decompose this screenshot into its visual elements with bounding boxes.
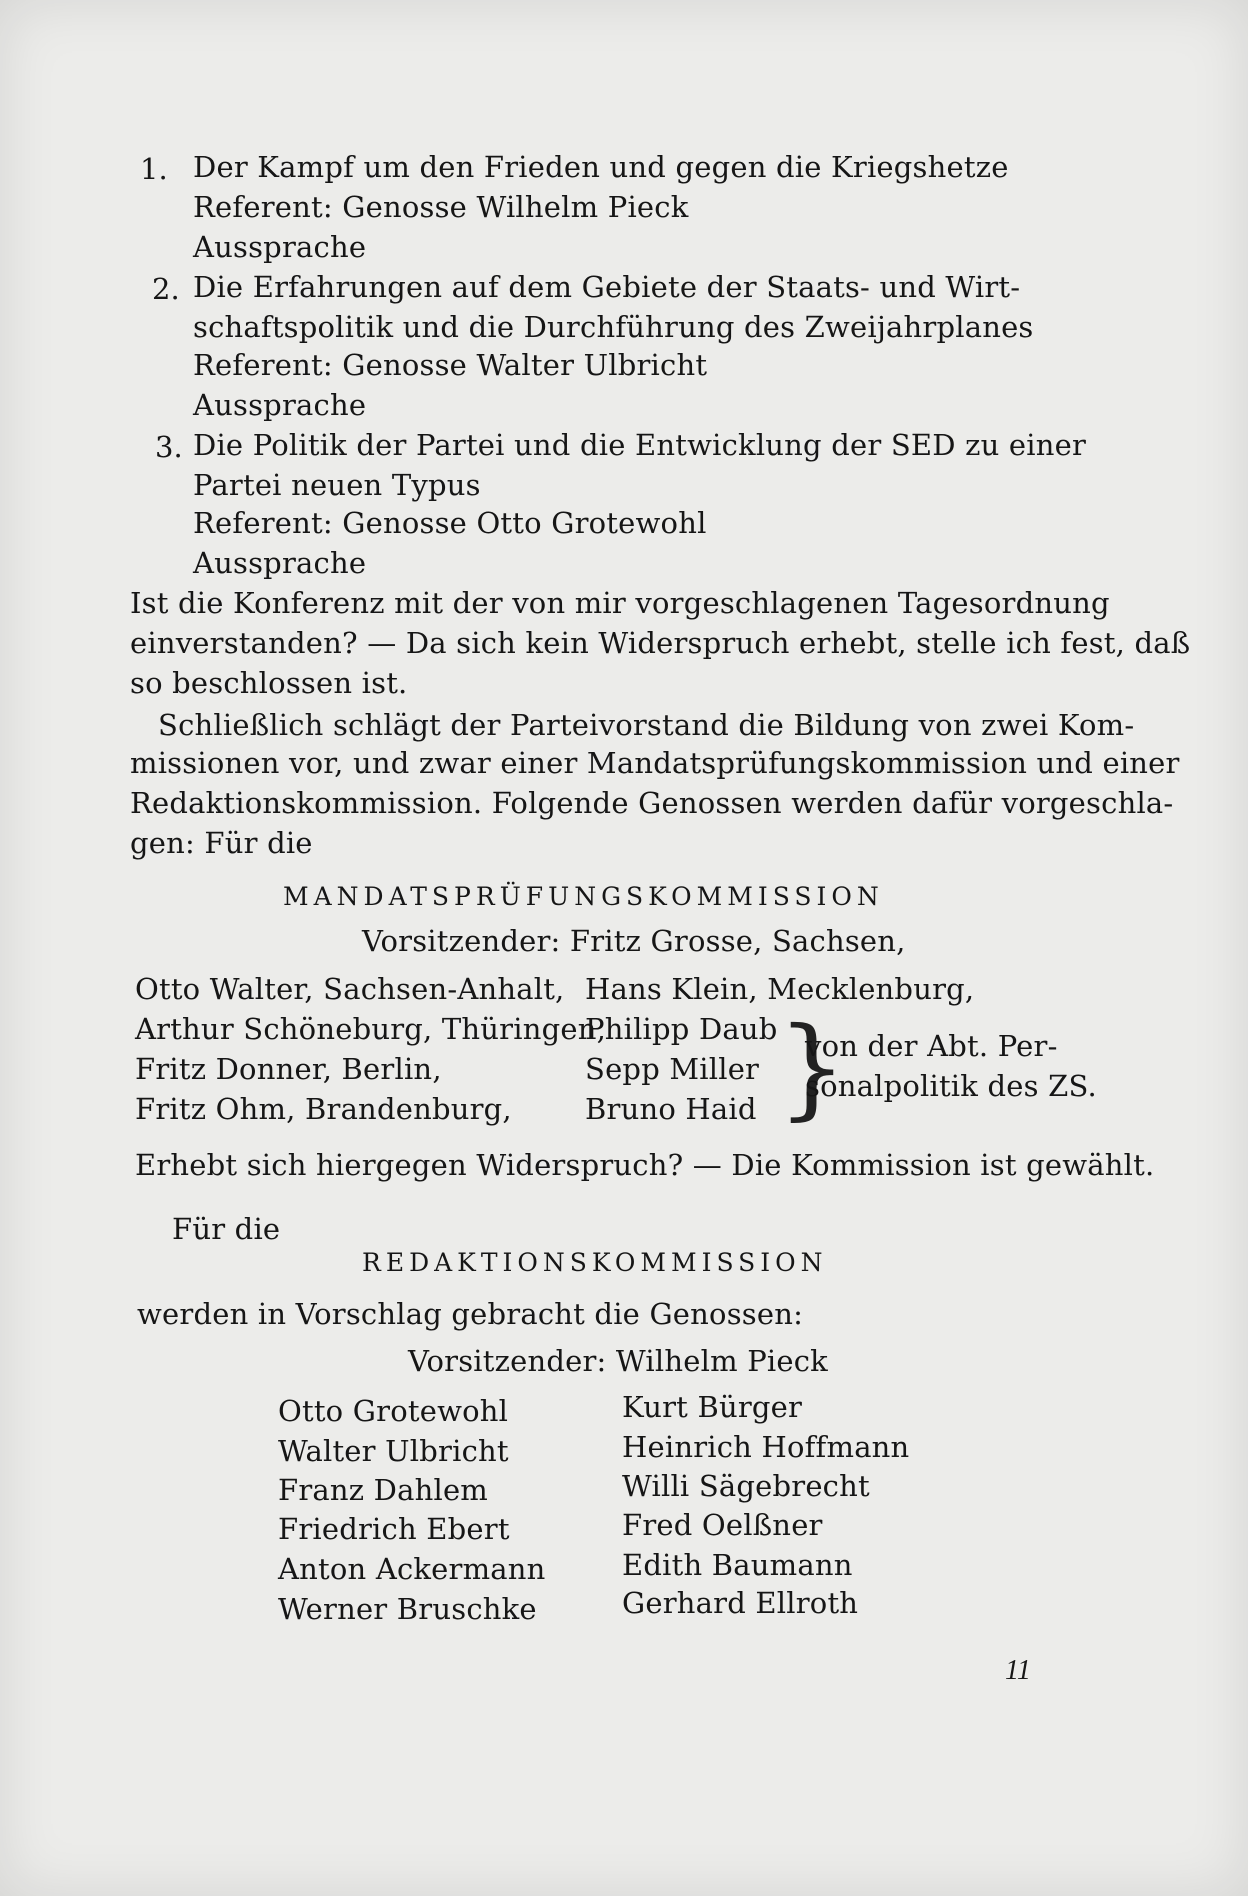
agenda-line: Referent: Genosse Wilhelm Pieck bbox=[193, 190, 689, 224]
brace-note: von der Abt. Per- bbox=[805, 1029, 1058, 1063]
brace-note: sonalpolitik des ZS. bbox=[805, 1069, 1097, 1103]
agenda-line: Referent: Genosse Walter Ulbricht bbox=[193, 348, 708, 382]
member-name: Walter Ulbricht bbox=[278, 1434, 509, 1468]
agenda-number: 2. bbox=[152, 272, 180, 306]
member-name: Edith Baumann bbox=[622, 1548, 853, 1582]
paragraph-line: Redaktionskommission. Folgende Genossen werden dafür vorgeschla- bbox=[130, 786, 1174, 820]
agenda-number: 3. bbox=[155, 430, 183, 464]
member-name: Kurt Bürger bbox=[622, 1390, 803, 1424]
member-name: Gerhard Ellroth bbox=[622, 1586, 859, 1620]
closing-line: Erhebt sich hiergegen Widerspruch? — Die Kommission ist gewählt. bbox=[135, 1148, 1155, 1182]
member-name: Hans Klein, Mecklenburg, bbox=[585, 972, 975, 1006]
paragraph-line: so beschlossen ist. bbox=[130, 666, 408, 700]
agenda-line: Partei neuen Typus bbox=[193, 468, 481, 502]
agenda-line: Die Politik der Partei und die Entwicklung der SED zu einer bbox=[193, 428, 1087, 462]
proposal-line: werden in Vorschlag gebracht die Genossen: bbox=[137, 1297, 804, 1331]
paragraph-line: missionen vor, und zwar einer Mandatsprüfungskommission und einer bbox=[130, 746, 1180, 780]
member-name: Otto Walter, Sachsen-Anhalt, bbox=[135, 972, 565, 1006]
agenda-line: Aussprache bbox=[193, 388, 367, 422]
member-name: Franz Dahlem bbox=[278, 1473, 489, 1507]
agenda-line: Der Kampf um den Frieden und gegen die Kriegshetze bbox=[193, 150, 1009, 184]
chair-line: Vorsitzender: Wilhelm Pieck bbox=[408, 1344, 828, 1378]
agenda-line: Referent: Genosse Otto Grotewohl bbox=[193, 506, 707, 540]
paragraph-line: Ist die Konferenz mit der von mir vorgeschlagenen Tagesordnung bbox=[130, 586, 1110, 620]
member-name: Willi Sägebrecht bbox=[622, 1469, 870, 1503]
member-name: Sepp Miller bbox=[585, 1052, 760, 1086]
member-name: Bruno Haid bbox=[585, 1092, 757, 1126]
member-name: Heinrich Hoffmann bbox=[622, 1430, 910, 1464]
page-number: 11 bbox=[1005, 1655, 1031, 1686]
chair-line: Vorsitzender: Fritz Grosse, Sachsen, bbox=[362, 924, 906, 958]
member-name: Fritz Donner, Berlin, bbox=[135, 1052, 442, 1086]
member-name: Philipp Daub bbox=[585, 1012, 778, 1046]
agenda-line: Aussprache bbox=[193, 546, 367, 580]
member-name: Werner Bruschke bbox=[278, 1592, 537, 1626]
member-name: Fritz Ohm, Brandenburg, bbox=[135, 1092, 512, 1126]
member-name: Anton Ackermann bbox=[278, 1552, 546, 1586]
agenda-number: 1. bbox=[140, 152, 168, 186]
curly-brace: } bbox=[777, 1003, 847, 1131]
member-name: Friedrich Ebert bbox=[278, 1512, 510, 1546]
member-name: Arthur Schöneburg, Thüringen, bbox=[135, 1012, 607, 1046]
agenda-line: Aussprache bbox=[193, 230, 367, 264]
intro-line: Für die bbox=[172, 1212, 281, 1246]
paragraph-line: Schließlich schlägt der Parteivorstand die Bildung von zwei Kom- bbox=[158, 708, 1135, 742]
paragraph-line: gen: Für die bbox=[130, 826, 313, 860]
agenda-line: schaftspolitik und die Durchführung des Zweijahrplanes bbox=[193, 310, 1034, 344]
paragraph-line: einverstanden? — Da sich kein Widerspruch erhebt, stelle ich fest, daß bbox=[130, 626, 1191, 660]
section-heading: REDAKTIONSKOMMISSION bbox=[362, 1248, 828, 1277]
agenda-line: Die Erfahrungen auf dem Gebiete der Staats- und Wirt- bbox=[193, 270, 1021, 304]
member-name: Otto Grotewohl bbox=[278, 1394, 509, 1428]
section-heading: MANDATSPRÜFUNGSKOMMISSION bbox=[283, 882, 884, 911]
member-name: Fred Oelßner bbox=[622, 1508, 823, 1542]
